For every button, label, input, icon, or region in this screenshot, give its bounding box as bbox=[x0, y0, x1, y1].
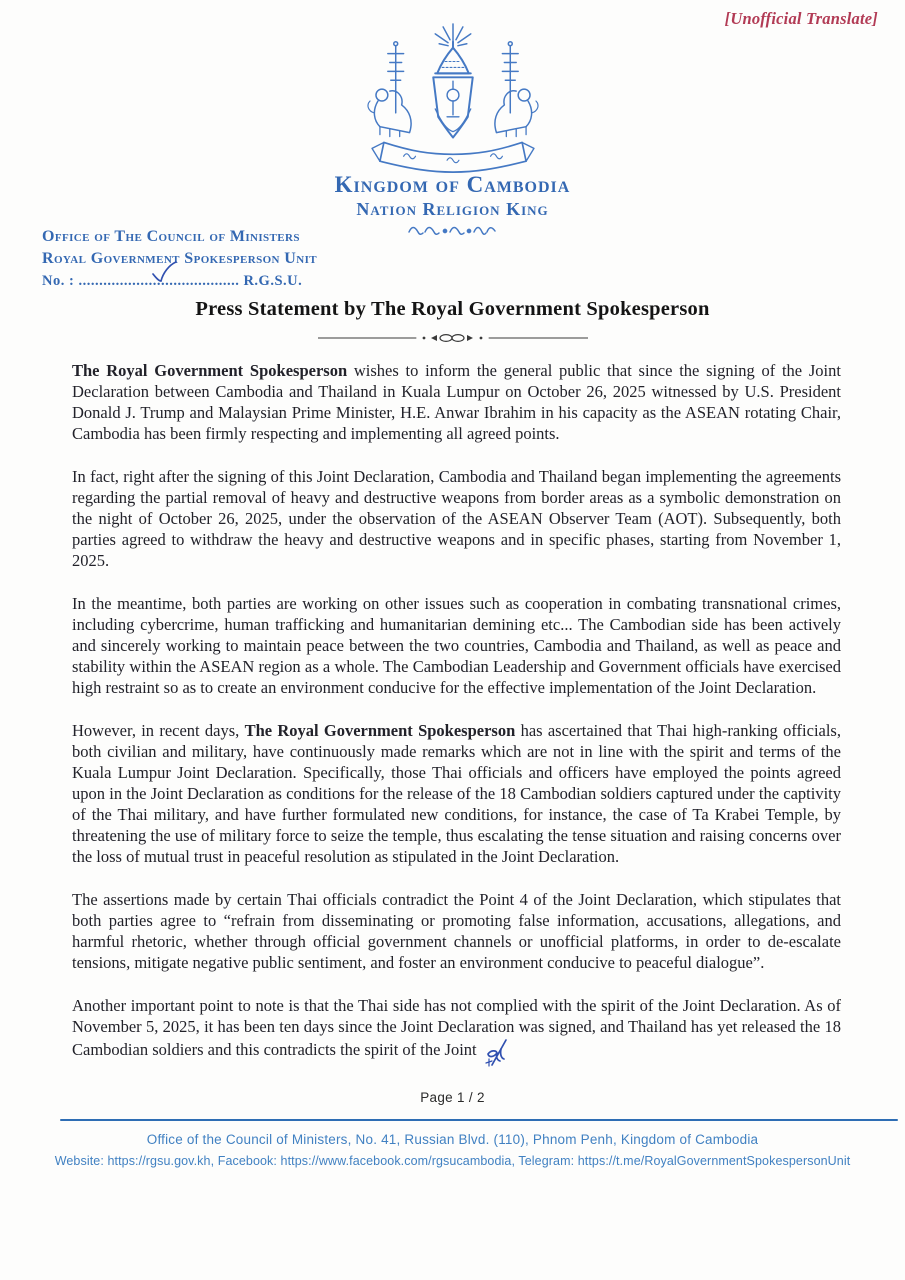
footer-address: Office of the Council of Ministers, No. 41, Russian Blvd. (110), Phnom Penh, Kingdom of Cambodia bbox=[146, 1132, 759, 1148]
footer-contacts: Website: https://rgsu.gov.kh, Facebook: https://www.facebook.com/rgsucambodia, Telegram: https://t.me/RoyalGovernmentSpokespersonUnit bbox=[54, 1154, 851, 1169]
paragraph-4: However, in recent days, The Royal Government Spokesperson has ascertained that Thai high-ranking officials, both civilian and military, have continuously made remarks which are not in line with the spirit and terms of the Kuala Lumpur Joint Declaration. Specifically, those Thai officials and officers have employed the points agreed upon in the Joint Declaration as conditions for the release of the 18 Cambodian soldiers captured under the captivity of the Thai military, and have further formulated new conditions, for instance, the case of Ta Krabei Temple, by threatening the use of military force to seize the temple, thus escalating the tense situation and raising concerns over the loss of mutual trust in peaceful resolution as stipulated in the Joint Declaration. bbox=[72, 721, 841, 867]
reference-label: No. : bbox=[42, 273, 75, 290]
handwritten-checkmark-icon bbox=[150, 261, 178, 291]
paragraph-6: Another important point to note is that the Thai side has not complied with the spirit of the Joint Declaration. As of November 5, 2025, it has been ten days since the Joint Declaration was signed, and Thailand has yet released the 18 Cambodian soldiers and this contradicts the spirit of the Joint bbox=[72, 995, 841, 1072]
paragraph-1: The Royal Government Spokesperson wishes to inform the general public that since the signing of the Joint Declaration between Cambodia and Thailand in Kuala Lumpur on October 26, 2025 witnessed by U.S. President Donald J. Trump and Malaysian Prime Minister, H.E. Anwar Ibrahim in his capacity as the ASEAN rotating Chair, Cambodia has been firmly respecting and implementing all agreed points. bbox=[72, 361, 841, 444]
ornamental-rule-icon bbox=[318, 332, 588, 344]
office-line-1: Office of The Council of Ministers bbox=[42, 228, 300, 246]
reference-dots: ....................................... bbox=[78, 273, 240, 290]
title-divider bbox=[0, 332, 905, 344]
reference-number-line bbox=[42, 271, 372, 291]
paragraph-2: In fact, right after the signing of this Joint Declaration, Cambodia and Thailand began implementing the agreements regarding the partial removal of heavy and destructive weapons from border areas as a symbolic demonstration on the night of October 26, 2025, under the observation of the ASEAN Observer Team (AOT). Subsequently, both parties agreed to withdraw the heavy and destructive weapons and in specific phases, starting from November 1, 2025. bbox=[72, 467, 841, 571]
page-number: Page 1 / 2 bbox=[420, 1090, 485, 1106]
document-footer bbox=[0, 1132, 905, 1168]
office-line-2: Royal Government Spokesperson Unit bbox=[42, 250, 318, 268]
cambodia-coat-of-arms-icon bbox=[364, 22, 542, 180]
reference-suffix: R.G.S.U. bbox=[243, 273, 303, 290]
paragraph-3: In the meantime, both parties are working on other issues such as cooperation in combating transnational crimes, including cybercrime, human trafficking and humanitarian demining etc... The Cambodian side has been actively and sincerely working to maintain peace between the two countries, Cambodia and Thailand, as well as peace and stability within the ASEAN region as a whole. The Cambodian Leadership and Government officials have exercised high restraint so as to create an environment conducive for the effective implementation of the Joint Declaration. bbox=[72, 594, 841, 698]
document-body bbox=[72, 360, 841, 1072]
khmer-scroll-icon bbox=[407, 223, 499, 237]
national-motto: Nation Religion King bbox=[356, 199, 549, 220]
press-statement-title: Press Statement by The Royal Government Spokesperson bbox=[195, 298, 710, 321]
paragraph-5: The assertions made by certain Thai officials contradict the Point 4 of the Joint Declaration, which stipulates that both parties agree to “refrain from disseminating or promoting false information, accusations, allegations, and harmful rhetoric, whether through official government channels or unofficial platforms, in order to de-escalate tensions, mitigate negative public sentiment, and foster an environment conducive to peaceful dialogue”. bbox=[72, 890, 841, 973]
kingdom-title: Kingdom of Cambodia bbox=[334, 172, 571, 197]
handwritten-initial-icon bbox=[482, 1037, 512, 1072]
footer-rule bbox=[60, 1119, 898, 1121]
unofficial-translate-tag: [Unofficial Translate] bbox=[724, 9, 878, 28]
